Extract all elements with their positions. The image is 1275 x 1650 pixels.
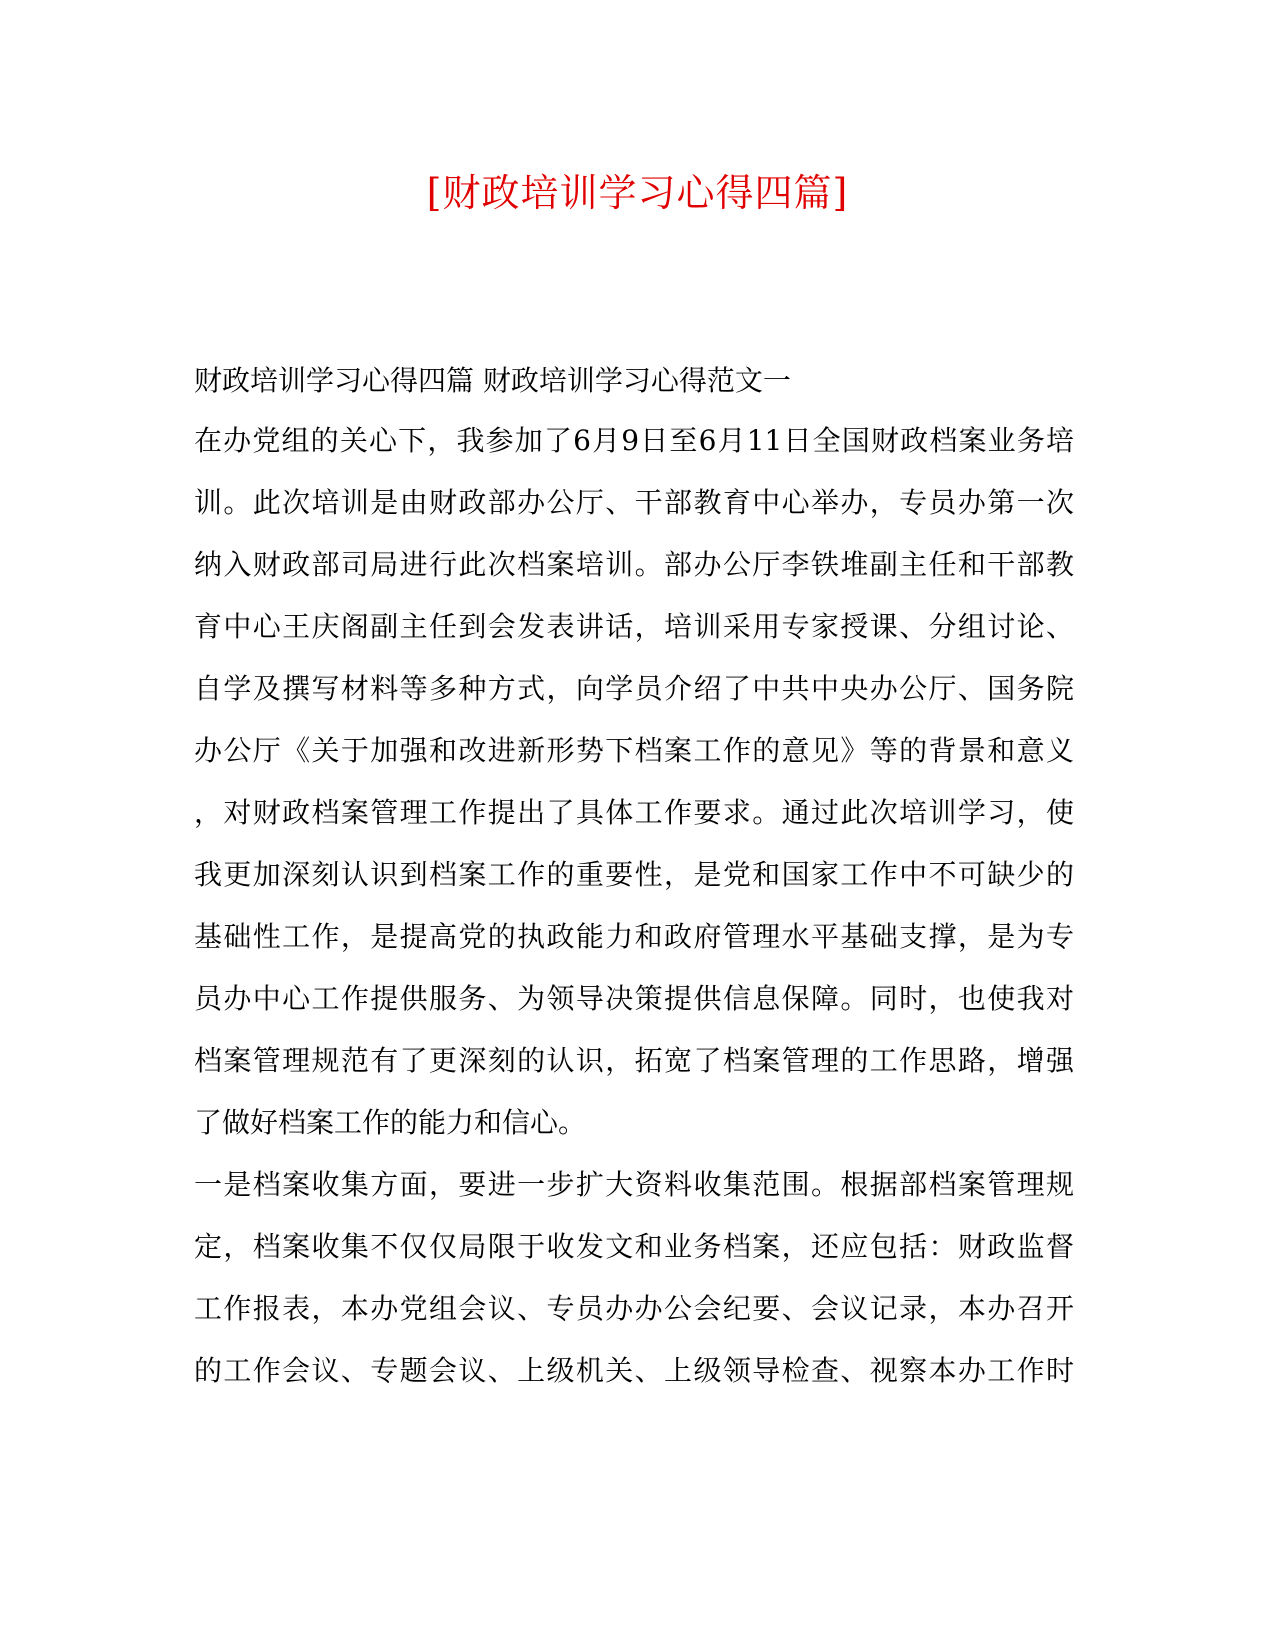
body-line: 了做好档案工作的能力和信心。 [194, 1106, 587, 1139]
body-line: 基础性工作，是提高党的执政能力和政府管理水平基础支撑，是为专 [194, 920, 1074, 953]
body-line: ，对财政档案管理工作提出了具体工作要求。通过此次培训学习，使 [194, 796, 1074, 829]
body-line: 定，档案收集不仅仅局限于收发文和业务档案，还应包括：财政监督 [194, 1230, 1074, 1263]
subtitle-line: 财政培训学习心得四篇 财政培训学习心得范文一 [194, 364, 791, 397]
body-line: 档案管理规范有了更深刻的认识，拓宽了档案管理的工作思路，增强 [194, 1044, 1074, 1077]
body-line: 自学及撰写材料等多种方式，向学员介绍了中共中央办公厅、国务院 [194, 672, 1074, 705]
body-line: 的工作会议、专题会议、上级机关、上级领导检查、视察本办工作时 [194, 1354, 1074, 1387]
body-line: 纳入财政部司局进行此次档案培训。部办公厅李铁堆副主任和干部教 [194, 548, 1074, 581]
body-line: 工作报表，本办党组会议、专员办办公会纪要、会议记录，本办召开 [194, 1292, 1074, 1325]
body-line: 一是档案收集方面，要进一步扩大资料收集范围。根据部档案管理规 [194, 1168, 1074, 1201]
body-line: 员办中心工作提供服务、为领导决策提供信息保障。同时，也使我对 [194, 982, 1074, 1015]
body-line: 我更加深刻认识到档案工作的重要性，是党和国家工作中不可缺少的 [194, 858, 1074, 891]
body-line: 在办党组的关心下，我参加了6月9日至6月11日全国财政档案业务培 [194, 424, 1074, 457]
body-line: 办公厅《关于加强和改进新形势下档案工作的意见》等的背景和意义 [194, 734, 1074, 767]
document-title: [财政培训学习心得四篇] [426, 171, 849, 215]
body-line: 训。此次培训是由财政部办公厅、干部教育中心举办，专员办第一次 [194, 486, 1074, 519]
body-line: 育中心王庆阁副主任到会发表讲话，培训采用专家授课、分组讨论、 [194, 610, 1074, 643]
document-body [194, 350, 1074, 1402]
